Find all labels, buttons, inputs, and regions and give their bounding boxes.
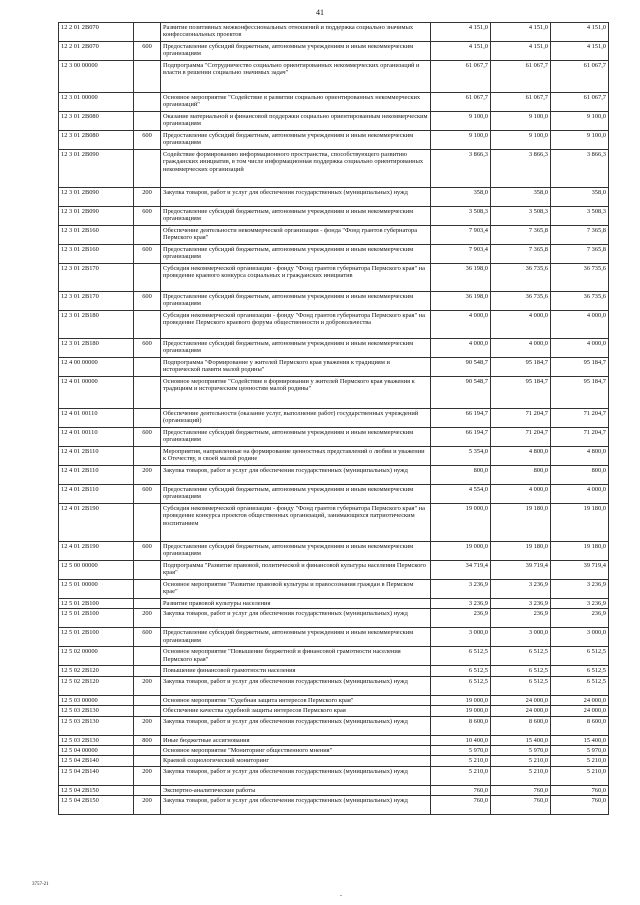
cell-amount-year-1: 90 548,7	[431, 377, 491, 409]
table-row	[59, 131, 609, 150]
cell-amount-year-2: 19 180,0	[491, 504, 551, 542]
table-row	[59, 377, 609, 409]
cell-amount-year-1: 7 903,4	[431, 226, 491, 245]
cell-amount-year-2: 71 204,7	[491, 409, 551, 428]
cell-item-name: Закупка товаров, работ и услуг для обеспечения государственных (муниципальных) нужд	[161, 609, 431, 628]
cell-amount-year-1: 4 000,0	[431, 311, 491, 339]
cell-target-code: 12 3 00 00000	[59, 61, 134, 93]
cell-amount-year-1: 9 100,0	[431, 131, 491, 150]
cell-amount-year-1: 3 000,0	[431, 628, 491, 647]
table-row	[59, 796, 609, 815]
cell-item-name: Оказание материальной и финансовой поддержки социально ориентированным некоммерческим организациям	[161, 112, 431, 131]
cell-item-name: Подпрограмма "Сотрудничество социально ориентированных некоммерческих организаций и власти в решении социально значимых задач"	[161, 61, 431, 93]
table-row	[59, 207, 609, 226]
cell-amount-year-1: 6 512,5	[431, 647, 491, 666]
cell-target-code: 12 3 01 2B170	[59, 264, 134, 292]
cell-target-code: 12 5 04 00000	[59, 746, 134, 756]
cell-target-code: 12 5 04 2B140	[59, 766, 134, 785]
table-row	[59, 716, 609, 735]
cell-amount-year-1: 5 970,0	[431, 746, 491, 756]
cell-expense-type	[134, 756, 161, 766]
cell-amount-year-3: 6 512,5	[551, 647, 609, 666]
cell-amount-year-1: 10 400,0	[431, 735, 491, 745]
table-row	[59, 226, 609, 245]
cell-target-code: 12 3 01 2B090	[59, 207, 134, 226]
cell-amount-year-2: 36 735,6	[491, 292, 551, 311]
cell-item-name: Иные бюджетные ассигнования	[161, 735, 431, 745]
cell-amount-year-3: 36 735,6	[551, 292, 609, 311]
cell-amount-year-1: 760,0	[431, 796, 491, 815]
table-row	[59, 358, 609, 377]
cell-target-code: 12 5 00 00000	[59, 561, 134, 580]
cell-item-name: Закупка товаров, работ и услуг для обеспечения государственных (муниципальных) нужд	[161, 676, 431, 695]
table-row	[59, 599, 609, 609]
cell-expense-type	[134, 226, 161, 245]
cell-amount-year-2: 6 512,5	[491, 666, 551, 676]
cell-item-name: Повышение финансовой грамотности населения	[161, 666, 431, 676]
cell-amount-year-1: 19 000,0	[431, 542, 491, 561]
cell-amount-year-2: 24 000,0	[491, 706, 551, 716]
cell-amount-year-1: 19 000,0	[431, 695, 491, 705]
cell-item-name: Предоставление субсидий бюджетным, автономным учреждениям и иным некоммерческим организациям	[161, 292, 431, 311]
cell-amount-year-1: 4 151,0	[431, 23, 491, 42]
cell-amount-year-3: 61 067,7	[551, 93, 609, 112]
cell-amount-year-1: 4 151,0	[431, 42, 491, 61]
cell-amount-year-1: 66 194,7	[431, 428, 491, 447]
cell-amount-year-3: 7 365,8	[551, 245, 609, 264]
cell-amount-year-2: 4 151,0	[491, 23, 551, 42]
cell-amount-year-2: 358,0	[491, 188, 551, 207]
cell-item-name: Развитие позитивных межконфессиональных отношений и поддержка социально значимых конфессиональных проектов	[161, 23, 431, 42]
cell-amount-year-3: 7 365,8	[551, 226, 609, 245]
cell-amount-year-1: 5 354,0	[431, 447, 491, 466]
table-row	[59, 61, 609, 93]
table-row	[59, 647, 609, 666]
cell-expense-type: 200	[134, 609, 161, 628]
table-row	[59, 42, 609, 61]
cell-target-code: 12 5 04 2B140	[59, 756, 134, 766]
cell-amount-year-1: 5 210,0	[431, 756, 491, 766]
cell-amount-year-2: 19 180,0	[491, 542, 551, 561]
footer-mark: -	[340, 893, 342, 899]
cell-target-code: 12 3 01 2B180	[59, 311, 134, 339]
cell-amount-year-3: 6 512,5	[551, 676, 609, 695]
cell-amount-year-1: 3 866,3	[431, 150, 491, 188]
table-row	[59, 735, 609, 745]
cell-target-code: 12 5 03 2B130	[59, 716, 134, 735]
cell-item-name: Предоставление субсидий бюджетным, автономным учреждениям и иным некоммерческим организациям	[161, 245, 431, 264]
cell-expense-type	[134, 666, 161, 676]
cell-amount-year-3: 4 151,0	[551, 42, 609, 61]
table-row	[59, 93, 609, 112]
cell-amount-year-1: 6 512,5	[431, 666, 491, 676]
cell-expense-type	[134, 785, 161, 795]
cell-amount-year-3: 4 800,0	[551, 447, 609, 466]
cell-amount-year-1: 36 198,0	[431, 292, 491, 311]
cell-target-code: 12 3 01 2B170	[59, 292, 134, 311]
cell-expense-type: 600	[134, 542, 161, 561]
cell-target-code: 12 4 00 00000	[59, 358, 134, 377]
cell-amount-year-2: 61 067,7	[491, 93, 551, 112]
cell-item-name: Обеспечение деятельности некоммерческой организации - фонда "Фонд грантов губернатора Пермского края"	[161, 226, 431, 245]
cell-expense-type	[134, 311, 161, 339]
table-row	[59, 23, 609, 42]
cell-target-code: 12 5 01 2B100	[59, 628, 134, 647]
cell-amount-year-1: 61 067,7	[431, 93, 491, 112]
cell-target-code: 12 5 03 2B130	[59, 735, 134, 745]
budget-table	[58, 22, 609, 815]
cell-expense-type	[134, 93, 161, 112]
cell-item-name: Обеспечение деятельности (оказание услуг, выполнение работ) государственных учреждений (организаций)	[161, 409, 431, 428]
cell-amount-year-1: 90 548,7	[431, 358, 491, 377]
table-row	[59, 609, 609, 628]
cell-target-code: 12 4 01 2B190	[59, 542, 134, 561]
cell-item-name: Закупка товаров, работ и услуг для обеспечения государственных (муниципальных) нужд	[161, 466, 431, 485]
cell-target-code: 12 5 02 00000	[59, 647, 134, 666]
cell-amount-year-3: 24 000,0	[551, 706, 609, 716]
table-body	[59, 23, 609, 815]
cell-amount-year-3: 95 184,7	[551, 377, 609, 409]
cell-amount-year-2: 3 000,0	[491, 628, 551, 647]
cell-expense-type: 200	[134, 766, 161, 785]
cell-item-name: Закупка товаров, работ и услуг для обеспечения государственных (муниципальных) нужд	[161, 796, 431, 815]
cell-amount-year-1: 5 210,0	[431, 766, 491, 785]
cell-expense-type: 600	[134, 131, 161, 150]
table-row	[59, 188, 609, 207]
cell-expense-type: 200	[134, 466, 161, 485]
table-row	[59, 766, 609, 785]
cell-target-code: 12 3 01 2B080	[59, 112, 134, 131]
cell-amount-year-1: 36 198,0	[431, 264, 491, 292]
table-row	[59, 311, 609, 339]
cell-amount-year-2: 6 512,5	[491, 647, 551, 666]
cell-amount-year-2: 5 970,0	[491, 746, 551, 756]
cell-amount-year-2: 4 000,0	[491, 339, 551, 358]
cell-expense-type	[134, 599, 161, 609]
cell-target-code: 12 4 01 2B110	[59, 485, 134, 504]
page-number: 41	[316, 8, 324, 17]
cell-amount-year-2: 7 365,8	[491, 245, 551, 264]
cell-target-code: 12 3 01 2B160	[59, 245, 134, 264]
cell-amount-year-3: 5 210,0	[551, 756, 609, 766]
cell-amount-year-2: 4 000,0	[491, 311, 551, 339]
cell-amount-year-2: 39 719,4	[491, 561, 551, 580]
cell-amount-year-2: 24 000,0	[491, 695, 551, 705]
cell-amount-year-3: 4 000,0	[551, 311, 609, 339]
cell-amount-year-1: 19 000,0	[431, 706, 491, 716]
cell-target-code: 12 3 01 2B160	[59, 226, 134, 245]
cell-amount-year-2: 760,0	[491, 785, 551, 795]
cell-amount-year-3: 36 735,6	[551, 264, 609, 292]
cell-item-name: Предоставление субсидий бюджетным, автономным учреждениям и иным некоммерческим организациям	[161, 42, 431, 61]
cell-expense-type	[134, 447, 161, 466]
cell-expense-type: 600	[134, 485, 161, 504]
cell-amount-year-1: 3 236,9	[431, 599, 491, 609]
cell-amount-year-3: 760,0	[551, 785, 609, 795]
cell-expense-type: 200	[134, 188, 161, 207]
table-row	[59, 504, 609, 542]
cell-expense-type	[134, 377, 161, 409]
cell-amount-year-2: 6 512,5	[491, 676, 551, 695]
cell-item-name: Основное мероприятие "Мониторинг общественного мнения"	[161, 746, 431, 756]
table-row	[59, 580, 609, 599]
cell-target-code: 12 5 03 00000	[59, 695, 134, 705]
cell-amount-year-2: 4 151,0	[491, 42, 551, 61]
cell-amount-year-1: 66 194,7	[431, 409, 491, 428]
cell-expense-type	[134, 409, 161, 428]
cell-item-name: Содействие формированию информационного пространства, способствующего развитию гражданских инициатив, в том числе информационная поддержка социально ориентированных некоммерческих организаций	[161, 150, 431, 188]
cell-expense-type	[134, 706, 161, 716]
cell-target-code: 12 4 01 00110	[59, 428, 134, 447]
table-row	[59, 676, 609, 695]
cell-item-name: Подпрограмма "Развитие правовой, политической и финансовой культуры населения Пермского края"	[161, 561, 431, 580]
cell-item-name: Субсидия некоммерческой организации - фонду "Фонд грантов губернатора Пермского края" на проведение конкурса проектов общественных организаций, занимающихся патриотическим воспитанием	[161, 504, 431, 542]
table-row	[59, 695, 609, 705]
cell-amount-year-3: 3 000,0	[551, 628, 609, 647]
cell-target-code: 12 4 01 2B110	[59, 466, 134, 485]
cell-amount-year-2: 4 000,0	[491, 485, 551, 504]
cell-expense-type	[134, 112, 161, 131]
cell-amount-year-3: 800,0	[551, 466, 609, 485]
cell-item-name: Мероприятия, направленные на формирование ценностных представлений о любви и уважении к Отечеству, в своей малой родине	[161, 447, 431, 466]
cell-target-code: 12 5 01 2B100	[59, 599, 134, 609]
cell-amount-year-3: 8 600,0	[551, 716, 609, 735]
table-row	[59, 706, 609, 716]
cell-target-code: 12 4 01 2B110	[59, 447, 134, 466]
cell-item-name: Закупка товаров, работ и услуг для обеспечения государственных (муниципальных) нужд	[161, 188, 431, 207]
cell-amount-year-1: 4 000,0	[431, 339, 491, 358]
cell-amount-year-2: 95 184,7	[491, 358, 551, 377]
cell-item-name: Субсидия некоммерческой организации - фонду "Фонд грантов губернатора Пермского края" на проведение краевого конкурса социальных и гражданских инициатив	[161, 264, 431, 292]
cell-item-name: Закупка товаров, работ и услуг для обеспечения государственных (муниципальных) нужд	[161, 766, 431, 785]
cell-amount-year-1: 236,9	[431, 609, 491, 628]
cell-amount-year-1: 358,0	[431, 188, 491, 207]
cell-item-name: Предоставление субсидий бюджетным, автономным учреждениям и иным некоммерческим организациям	[161, 628, 431, 647]
cell-amount-year-3: 24 000,0	[551, 695, 609, 705]
cell-amount-year-2: 800,0	[491, 466, 551, 485]
cell-target-code: 12 5 02 2B120	[59, 666, 134, 676]
cell-amount-year-1: 3 236,9	[431, 580, 491, 599]
cell-item-name: Предоставление субсидий бюджетным, автономным учреждениям и иным некоммерческим организациям	[161, 207, 431, 226]
cell-item-name: Основное мероприятие "Судебная защита интересов Пермского края"	[161, 695, 431, 705]
cell-amount-year-1: 760,0	[431, 785, 491, 795]
table-row	[59, 245, 609, 264]
cell-target-code: 12 2 01 2B070	[59, 42, 134, 61]
cell-amount-year-3: 19 180,0	[551, 542, 609, 561]
cell-item-name: Обеспечение качества судебной защиты интересов Пермского края	[161, 706, 431, 716]
cell-expense-type: 200	[134, 796, 161, 815]
table-row	[59, 339, 609, 358]
cell-amount-year-3: 3 236,9	[551, 580, 609, 599]
cell-amount-year-1: 3 508,3	[431, 207, 491, 226]
cell-expense-type: 600	[134, 245, 161, 264]
table-row	[59, 447, 609, 466]
cell-amount-year-3: 71 204,7	[551, 428, 609, 447]
cell-item-name: Предоставление субсидий бюджетным, автономным учреждениям и иным некоммерческим организациям	[161, 542, 431, 561]
cell-amount-year-3: 4 151,0	[551, 23, 609, 42]
table-row	[59, 666, 609, 676]
cell-amount-year-2: 9 100,0	[491, 131, 551, 150]
cell-amount-year-3: 61 067,7	[551, 61, 609, 93]
cell-item-name: Краевой социологический мониторинг	[161, 756, 431, 766]
table-row	[59, 746, 609, 756]
cell-item-name: Основное мероприятие "Содействие в развитии социально ориентированных некоммерческих организаций"	[161, 93, 431, 112]
cell-amount-year-2: 3 866,3	[491, 150, 551, 188]
cell-amount-year-3: 71 204,7	[551, 409, 609, 428]
cell-expense-type	[134, 561, 161, 580]
cell-target-code: 12 5 04 2B150	[59, 796, 134, 815]
cell-amount-year-3: 6 512,5	[551, 666, 609, 676]
table-row	[59, 785, 609, 795]
footer-code: 3757-21	[32, 882, 49, 887]
table-row	[59, 628, 609, 647]
cell-amount-year-3: 95 184,7	[551, 358, 609, 377]
cell-item-name: Субсидия некоммерческой организации - фонду "Фонд грантов губернатора Пермского края" на проведение Пермского краевого форума общественности и добровольчества	[161, 311, 431, 339]
table-row	[59, 150, 609, 188]
cell-target-code: 12 5 01 2B100	[59, 609, 134, 628]
cell-amount-year-3: 15 400,0	[551, 735, 609, 745]
cell-expense-type: 600	[134, 207, 161, 226]
cell-amount-year-2: 5 210,0	[491, 756, 551, 766]
cell-amount-year-1: 7 903,4	[431, 245, 491, 264]
cell-expense-type	[134, 264, 161, 292]
cell-target-code: 12 5 04 2B150	[59, 785, 134, 795]
cell-amount-year-2: 5 210,0	[491, 766, 551, 785]
cell-item-name: Основное мероприятие "Содействие в формировании у жителей Пермского края уважения к традициям и историческим ценностям малой родины"	[161, 377, 431, 409]
cell-item-name: Предоставление субсидий бюджетным, автономным учреждениям и иным некоммерческим организациям	[161, 428, 431, 447]
cell-amount-year-3: 4 000,0	[551, 485, 609, 504]
cell-expense-type	[134, 150, 161, 188]
cell-expense-type: 600	[134, 42, 161, 61]
cell-expense-type	[134, 358, 161, 377]
cell-item-name: Развитие правовой культуры населения	[161, 599, 431, 609]
cell-amount-year-3: 5 970,0	[551, 746, 609, 756]
cell-expense-type: 600	[134, 628, 161, 647]
cell-target-code: 12 4 01 2B190	[59, 504, 134, 542]
cell-amount-year-3: 9 100,0	[551, 131, 609, 150]
cell-amount-year-1: 800,0	[431, 466, 491, 485]
cell-amount-year-2: 4 800,0	[491, 447, 551, 466]
cell-expense-type	[134, 580, 161, 599]
cell-expense-type	[134, 504, 161, 542]
cell-amount-year-2: 3 508,3	[491, 207, 551, 226]
cell-expense-type	[134, 647, 161, 666]
cell-amount-year-3: 3 866,3	[551, 150, 609, 188]
cell-target-code: 12 2 01 2B070	[59, 23, 134, 42]
cell-amount-year-3: 5 210,0	[551, 766, 609, 785]
table-row	[59, 409, 609, 428]
cell-amount-year-3: 236,9	[551, 609, 609, 628]
cell-expense-type	[134, 695, 161, 705]
cell-expense-type: 600	[134, 428, 161, 447]
cell-amount-year-2: 15 400,0	[491, 735, 551, 745]
cell-amount-year-2: 8 600,0	[491, 716, 551, 735]
cell-item-name: Предоставление субсидий бюджетным, автономным учреждениям и иным некоммерческим организациям	[161, 131, 431, 150]
cell-amount-year-3: 4 000,0	[551, 339, 609, 358]
cell-target-code: 12 3 01 2B090	[59, 150, 134, 188]
cell-amount-year-1: 4 554,0	[431, 485, 491, 504]
table-row	[59, 756, 609, 766]
cell-amount-year-2: 760,0	[491, 796, 551, 815]
cell-target-code: 12 3 01 2B180	[59, 339, 134, 358]
cell-expense-type	[134, 23, 161, 42]
table-row	[59, 466, 609, 485]
cell-amount-year-2: 3 236,9	[491, 599, 551, 609]
table-row	[59, 428, 609, 447]
cell-target-code: 12 4 01 00000	[59, 377, 134, 409]
cell-expense-type: 200	[134, 676, 161, 695]
cell-amount-year-2: 3 236,9	[491, 580, 551, 599]
cell-expense-type	[134, 746, 161, 756]
cell-amount-year-1: 6 512,5	[431, 676, 491, 695]
table-row	[59, 485, 609, 504]
cell-item-name: Основное мероприятие "Повышение бюджетной и финансовой грамотности населения Пермского края"	[161, 647, 431, 666]
cell-amount-year-3: 9 100,0	[551, 112, 609, 131]
cell-target-code: 12 5 02 2B120	[59, 676, 134, 695]
cell-amount-year-2: 7 365,8	[491, 226, 551, 245]
table-row	[59, 561, 609, 580]
cell-amount-year-2: 71 204,7	[491, 428, 551, 447]
cell-target-code: 12 5 03 2B130	[59, 706, 134, 716]
cell-item-name: Основное мероприятие "Развитие правовой культуры и правосознания граждан в Пермском крае"	[161, 580, 431, 599]
cell-item-name: Предоставление субсидий бюджетным, автономным учреждениям и иным некоммерческим организациям	[161, 485, 431, 504]
cell-amount-year-3: 358,0	[551, 188, 609, 207]
cell-item-name: Подпрограмма "Формирование у жителей Пермского края уважения к традициям и исторической памяти малой родины"	[161, 358, 431, 377]
table-row	[59, 112, 609, 131]
cell-expense-type	[134, 61, 161, 93]
cell-target-code: 12 5 01 00000	[59, 580, 134, 599]
cell-amount-year-1: 8 600,0	[431, 716, 491, 735]
cell-item-name: Закупка товаров, работ и услуг для обеспечения государственных (муниципальных) нужд	[161, 716, 431, 735]
table-row	[59, 264, 609, 292]
cell-expense-type: 800	[134, 735, 161, 745]
cell-amount-year-1: 9 100,0	[431, 112, 491, 131]
cell-amount-year-1: 19 000,0	[431, 504, 491, 542]
cell-expense-type: 600	[134, 292, 161, 311]
cell-target-code: 12 3 01 2B080	[59, 131, 134, 150]
cell-expense-type: 600	[134, 339, 161, 358]
cell-target-code: 12 3 01 00000	[59, 93, 134, 112]
cell-item-name: Предоставление субсидий бюджетным, автономным учреждениям и иным некоммерческим организациям	[161, 339, 431, 358]
cell-expense-type: 200	[134, 716, 161, 735]
cell-amount-year-1: 34 719,4	[431, 561, 491, 580]
cell-target-code: 12 4 01 00110	[59, 409, 134, 428]
cell-amount-year-3: 3 508,3	[551, 207, 609, 226]
cell-amount-year-2: 36 735,6	[491, 264, 551, 292]
cell-target-code: 12 3 01 2B090	[59, 188, 134, 207]
cell-amount-year-3: 760,0	[551, 796, 609, 815]
cell-amount-year-3: 19 180,0	[551, 504, 609, 542]
cell-item-name: Экспертно-аналитические работы	[161, 785, 431, 795]
cell-amount-year-2: 236,9	[491, 609, 551, 628]
cell-amount-year-2: 61 067,7	[491, 61, 551, 93]
cell-amount-year-2: 9 100,0	[491, 112, 551, 131]
cell-amount-year-1: 61 067,7	[431, 61, 491, 93]
table-row	[59, 542, 609, 561]
table-row	[59, 292, 609, 311]
cell-amount-year-3: 3 236,9	[551, 599, 609, 609]
cell-amount-year-3: 39 719,4	[551, 561, 609, 580]
cell-amount-year-2: 95 184,7	[491, 377, 551, 409]
